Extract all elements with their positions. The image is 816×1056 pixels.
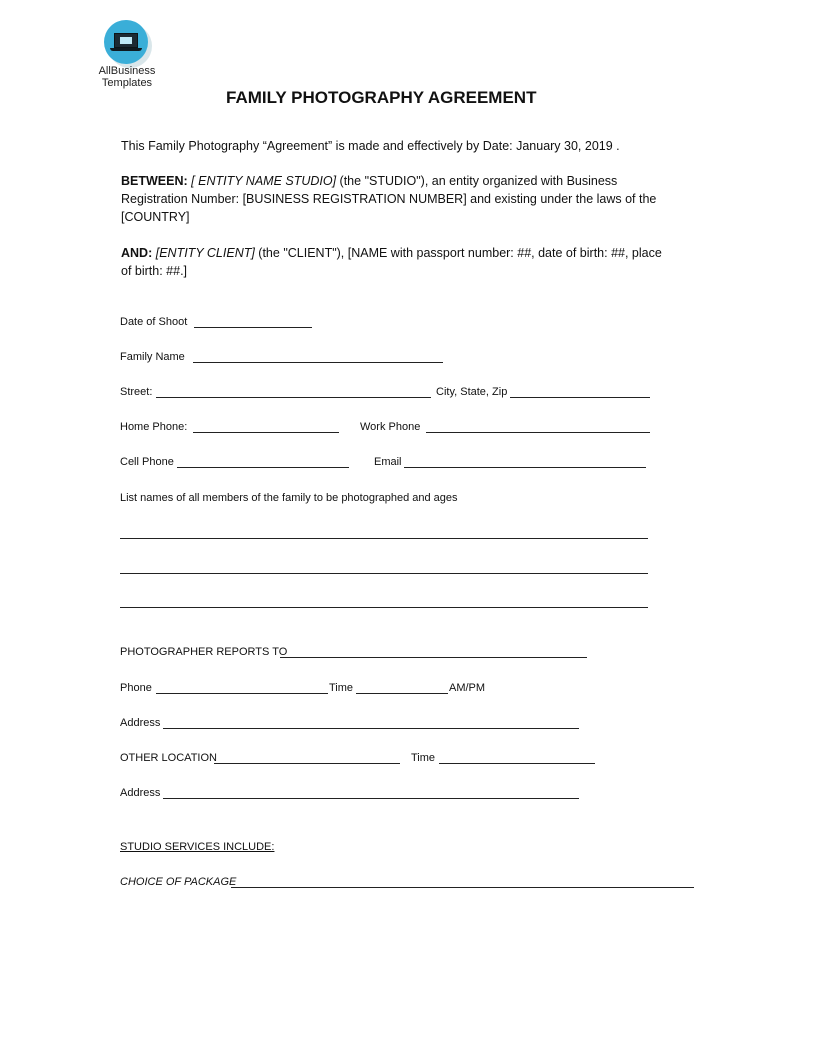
logo-line1: AllBusiness <box>98 65 156 77</box>
home-phone-label: Home Phone: <box>120 421 188 433</box>
members-line-3[interactable] <box>120 607 648 608</box>
address-label: Address <box>120 717 161 729</box>
date-of-shoot-label: Date of Shoot <box>120 316 188 328</box>
family-name-field[interactable] <box>193 362 443 363</box>
address2-field[interactable] <box>163 798 579 799</box>
and-paragraph <box>121 244 696 280</box>
choice-of-package-label: CHOICE OF PACKAGE <box>120 876 237 888</box>
logo-line2: Templates <box>101 77 153 89</box>
street-label: Street: <box>120 386 153 398</box>
email-field[interactable] <box>404 467 646 468</box>
address-field[interactable] <box>163 728 579 729</box>
phone-field[interactable] <box>156 693 328 694</box>
between-text3: [COUNTRY] <box>121 210 190 224</box>
members-prompt: List names of all members of the family to be photographed and ages <box>120 492 458 504</box>
members-line-1[interactable] <box>120 538 648 539</box>
between-label: BETWEEN: <box>121 174 188 188</box>
time-label: Time <box>329 682 354 694</box>
email-label: Email <box>374 456 402 468</box>
cell-phone-field[interactable] <box>177 467 349 468</box>
phone-label: Phone <box>120 682 152 694</box>
intro-paragraph: This Family Photography “Agreement” is made and effectively by Date: January 30, 2019 . <box>121 139 620 153</box>
ampm-label: AM/PM <box>449 682 486 694</box>
other-location-field[interactable] <box>214 763 400 764</box>
time2-label: Time <box>411 752 436 764</box>
studio-entity: [ ENTITY NAME STUDIO] <box>191 174 337 188</box>
address2-label: Address <box>120 787 161 799</box>
members-line-2[interactable] <box>120 573 648 574</box>
family-name-label: Family Name <box>120 351 185 363</box>
choice-of-package-field[interactable] <box>231 887 694 888</box>
time2-field[interactable] <box>439 763 595 764</box>
logo-text <box>92 65 162 89</box>
date-of-shoot-field[interactable] <box>194 327 312 328</box>
and-label: AND: <box>121 246 153 260</box>
reports-to-field[interactable] <box>280 657 587 658</box>
client-entity: [ENTITY CLIENT] <box>155 246 255 260</box>
time-field[interactable] <box>356 693 448 694</box>
home-phone-field[interactable] <box>193 432 339 433</box>
laptop-icon <box>114 33 138 48</box>
studio-services-heading: STUDIO SERVICES INCLUDE: <box>120 841 275 853</box>
document-title: FAMILY PHOTOGRAPHY AGREEMENT <box>226 88 537 107</box>
laptop-base-icon <box>110 48 142 51</box>
street-field[interactable] <box>156 397 431 398</box>
and-text1: (the "CLIENT"), [NAME with passport number: ##, date of birth: ##, place <box>254 246 662 260</box>
other-location-label: OTHER LOCATION <box>120 752 217 764</box>
between-paragraph <box>121 172 696 226</box>
reports-to-label: PHOTOGRAPHER REPORTS TO <box>120 646 288 658</box>
city-state-zip-label: City, State, Zip <box>436 386 508 398</box>
between-text2: Registration Number: [BUSINESS REGISTRATION NUMBER] and existing under the laws of the <box>121 192 657 206</box>
city-state-zip-field[interactable] <box>510 397 650 398</box>
and-text2: of birth: ##.] <box>121 264 188 278</box>
cell-phone-label: Cell Phone <box>120 456 174 468</box>
work-phone-label: Work Phone <box>360 421 421 433</box>
work-phone-field[interactable] <box>426 432 650 433</box>
between-text1: (the "STUDIO"), an entity organized with Business <box>336 174 618 188</box>
